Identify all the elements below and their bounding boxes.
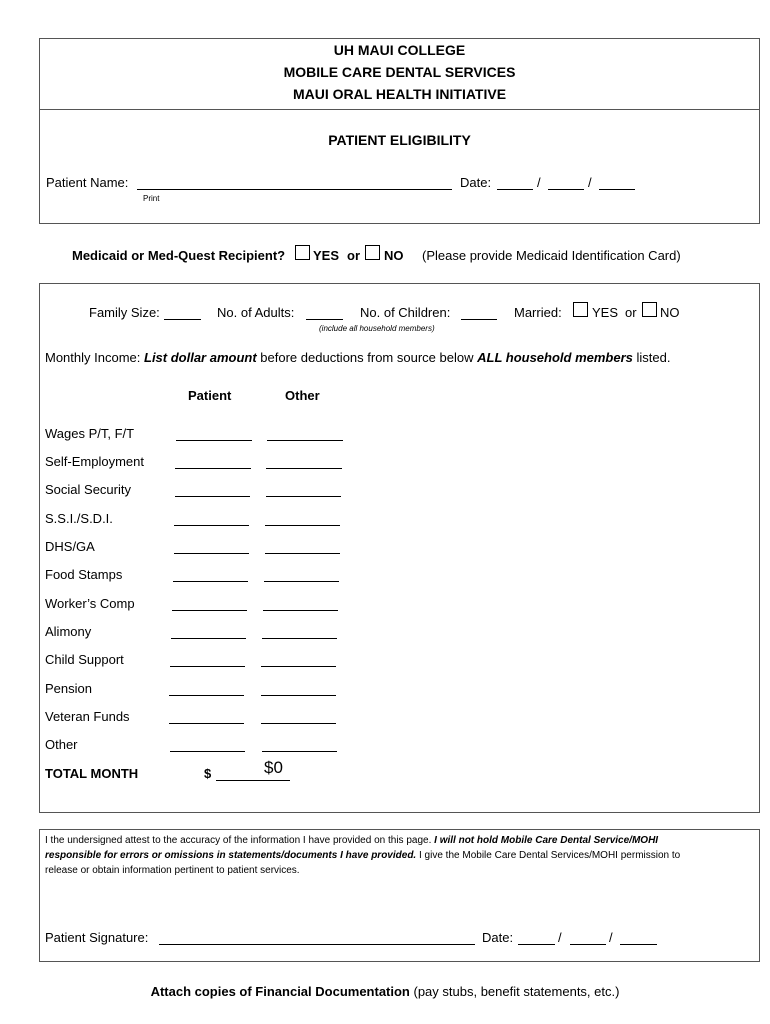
include-note: (include all household members) — [319, 324, 435, 333]
income-intro-1: Monthly Income: — [45, 350, 141, 365]
income-other-field[interactable] — [262, 751, 337, 752]
income-row-label: Self-Employment — [45, 454, 144, 469]
income-row-label: Wages P/T, F/T — [45, 426, 135, 441]
date-day-field[interactable] — [548, 189, 584, 190]
family-size-label: Family Size: — [89, 305, 160, 320]
income-patient-field[interactable] — [171, 638, 246, 639]
date-label: Date: — [460, 175, 492, 190]
income-other-field[interactable] — [266, 496, 341, 497]
college-name: UH MAUI COLLEGE — [333, 42, 466, 58]
adults-label: No. of Adults: — [217, 305, 295, 320]
income-patient-field[interactable] — [170, 666, 245, 667]
income-patient-field[interactable] — [173, 581, 248, 582]
income-patient-field[interactable] — [176, 440, 252, 441]
signature-date-day-field[interactable] — [570, 944, 606, 945]
children-label: No. of Children: — [360, 305, 451, 320]
income-other-field[interactable] — [262, 638, 337, 639]
income-other-field[interactable] — [266, 468, 342, 469]
signature-date-slash: / — [558, 930, 562, 945]
medicaid-question: Medicaid or Med-Quest Recipient? — [72, 248, 286, 263]
income-other-field[interactable] — [261, 666, 336, 667]
signature-field[interactable] — [159, 944, 475, 945]
income-other-field[interactable] — [267, 440, 343, 441]
total-month-value: $0 — [264, 758, 283, 777]
date-slash: / — [537, 175, 541, 190]
income-row-label: Other — [45, 737, 78, 752]
print-note: Print — [143, 194, 160, 203]
column-header-patient: Patient — [188, 388, 232, 403]
income-row-label: DHS/GA — [45, 539, 95, 554]
total-currency: $ — [204, 766, 212, 781]
income-row-label: Social Security — [45, 482, 131, 497]
patient-name-label: Patient Name: — [46, 175, 129, 190]
footer-rest: (pay stubs, benefit statements, etc.) — [413, 984, 620, 999]
total-month-label: TOTAL MONTH — [45, 766, 139, 781]
income-instructions — [45, 350, 671, 365]
income-patient-field[interactable] — [175, 496, 250, 497]
signature-date-label: Date: — [482, 930, 514, 945]
medicaid-or: or — [347, 248, 360, 263]
signature-date-slash: / — [609, 930, 613, 945]
date-month-field[interactable] — [497, 189, 533, 190]
medicaid-no-checkbox[interactable] — [365, 245, 380, 260]
adults-field[interactable] — [306, 319, 343, 320]
married-yes-label: YES — [592, 305, 619, 320]
income-intro-2: List dollar amount — [144, 350, 257, 365]
married-yes-checkbox[interactable] — [573, 302, 588, 317]
program-name: MOBILE CARE DENTAL SERVICES — [283, 64, 516, 80]
medicaid-no-label: NO — [384, 248, 404, 263]
income-patient-field[interactable] — [169, 723, 244, 724]
children-field[interactable] — [461, 319, 497, 320]
footer-note — [0, 984, 770, 999]
initiative-name: MAUI ORAL HEALTH INITIATIVE — [292, 86, 507, 102]
total-month-field[interactable] — [216, 780, 290, 781]
income-row-label: Veteran Funds — [45, 709, 130, 724]
income-patient-field[interactable] — [174, 553, 249, 554]
signature-date-month-field[interactable] — [518, 944, 555, 945]
income-other-field[interactable] — [261, 723, 336, 724]
income-row-label: S.S.I./S.D.I. — [45, 511, 113, 526]
income-other-field[interactable] — [263, 610, 338, 611]
married-no-checkbox[interactable] — [642, 302, 657, 317]
income-row-label: Child Support — [45, 652, 124, 667]
married-label: Married: — [514, 305, 562, 320]
medicaid-yes-label: YES — [313, 248, 340, 263]
family-size-field[interactable] — [164, 319, 201, 320]
signature-date-year-field[interactable] — [620, 944, 657, 945]
income-intro-5: listed. — [636, 350, 671, 365]
column-header-other: Other — [285, 388, 320, 403]
income-row-label: Alimony — [45, 624, 92, 639]
header-divider — [39, 109, 760, 110]
income-other-field[interactable] — [261, 695, 336, 696]
attestation-part-2: I will not hold Mobile Care Dental Service/MOHI responsible for errors or omissions in statements/documents I have provided. — [45, 835, 659, 861]
income-other-field[interactable] — [265, 525, 340, 526]
income-patient-field[interactable] — [175, 468, 251, 469]
income-other-field[interactable] — [265, 553, 340, 554]
married-or: or — [625, 305, 637, 320]
attestation-part-1: I the undersigned attest to the accuracy of the information I have provided on this page. — [45, 835, 432, 846]
income-row-label: Food Stamps — [45, 567, 123, 582]
income-intro-4: ALL household members — [477, 350, 633, 365]
income-row-label: Pension — [45, 681, 92, 696]
married-no-label: NO — [660, 305, 680, 320]
signature-label: Patient Signature: — [45, 930, 149, 945]
attestation-part-3: I give the Mobile Care Dental Services/MOHI permission to release or obtain information pertinent to patient services. — [45, 850, 681, 876]
date-slash: / — [588, 175, 592, 190]
income-intro-3: before deductions from source below — [260, 350, 474, 365]
medicaid-yes-checkbox[interactable] — [295, 245, 310, 260]
income-patient-field[interactable] — [170, 751, 245, 752]
income-patient-field[interactable] — [174, 525, 249, 526]
date-year-field[interactable] — [599, 189, 635, 190]
medicaid-note: (Please provide Medicaid Identification Card) — [422, 248, 681, 263]
income-row-label: Worker’s Comp — [45, 596, 135, 611]
income-patient-field[interactable] — [172, 610, 247, 611]
income-other-field[interactable] — [264, 581, 339, 582]
patient-name-field[interactable] — [137, 189, 452, 190]
section-title: PATIENT ELIGIBILITY — [328, 132, 471, 148]
attestation-text — [45, 833, 710, 878]
footer-bold: Attach copies of Financial Documentation — [150, 984, 410, 999]
income-patient-field[interactable] — [169, 695, 244, 696]
